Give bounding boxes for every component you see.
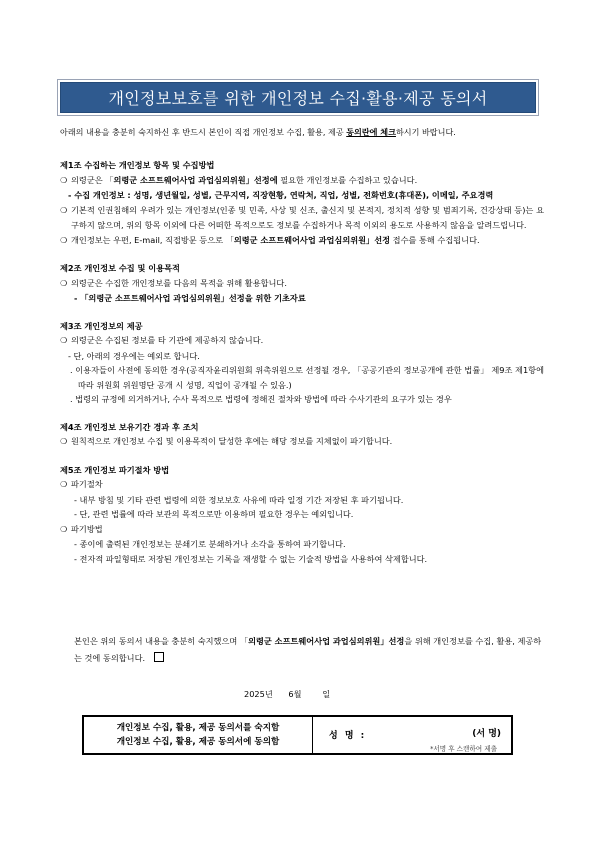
article-3-exception-2: . 법령의 규정에 의거하거나, 수사 목적으로 법령에 정해진 절차와 방법에 따라 수사기관의 요구가 있는 경우 (70, 394, 452, 404)
bullet-icon: ❍ (60, 480, 68, 489)
title-frame (57, 79, 539, 116)
article-5-bullet-2 (60, 522, 544, 538)
bullet-icon: ❍ (60, 205, 68, 215)
article-4-heading: 제4조 개인정보 보유기간 경과 후 조치 (60, 421, 199, 432)
article-4-bullet-1 (60, 434, 544, 450)
article-1-heading: 제1조 수집하는 개인정보 항목 및 수집방법 (60, 160, 215, 170)
text: 접수를 통해 수집됩니다. (390, 234, 480, 245)
articles (60, 158, 544, 566)
bullet-icon: ❍ (60, 524, 68, 534)
article-5-heading: 제5조 개인정보 파기절차 방법 (60, 464, 170, 475)
text: 개인정보는 우편, E-mail, 직접방문 등으로 「 (71, 234, 234, 245)
date-line: 2025년 6월 일 (244, 689, 331, 699)
signature-table (82, 715, 513, 755)
text: 원칙적으로 개인정보 수집 및 이용목적이 달성한 후에는 해당 정보를 지체없이 파기합니다. (71, 436, 393, 446)
intro-text (60, 127, 540, 138)
intro-post: 하시기 바랍니다. (395, 127, 456, 137)
name-label: 성 명 : (329, 731, 367, 741)
signature-cell[interactable] (313, 717, 511, 753)
signature-mark: (서 명) (472, 729, 501, 739)
text-bold: 의령군 소프트웨어사업 과업심의위원」선정 (233, 234, 391, 245)
article-2-heading: 제2조 개인정보 수집 및 이용목적 (60, 263, 180, 273)
text: 을 위해 개인정보를 수집, 활용, 제공하는 것에 동의합니다. (74, 636, 542, 663)
text: 필요한 개인정보를 수집하고 있습니다. (277, 174, 418, 185)
text: 파기방법 (71, 523, 103, 534)
article-1-items: - 수집 개인정보 : 성명, 생년월일, 성별, 근무지역, 직장현황, 연락처, 직업, 성별, 전화번호(휴대폰), 이메일, 주요경력 (68, 190, 494, 200)
consent-statement (74, 633, 544, 667)
acknowledgement-cell (84, 717, 313, 753)
article-3-bullet-1 (60, 333, 544, 349)
text: 파기절차 (71, 479, 103, 489)
article-5-item-3: - 종이에 출력된 개인정보는 분쇄기로 분쇄하거나 소각을 통하여 파기합니다. (74, 539, 346, 549)
acknowledge-line-1: 개인정보 수집, 활용, 제공 동의서를 숙지함 (116, 723, 280, 733)
article-1-bullet-2 (60, 203, 544, 233)
article-5-item-1: - 내부 방침 및 기타 관련 법령에 의한 정보보호 사유에 따라 일정 기간 저장된 후 파기됩니다. (74, 494, 404, 505)
text-bold: 의령군 소프트웨어사업 과업심의위원」선정 (248, 636, 405, 646)
text: 의령군은 「 (71, 174, 114, 185)
article-1-bullet-3 (60, 233, 544, 249)
article-2-bullet-1 (60, 276, 544, 292)
document-title: 개인정보보호를 위한 개인정보 수집·활용·제공 동의서 (60, 82, 536, 113)
intro-emphasis: 동의란에 체크 (346, 127, 396, 137)
bullet-icon: ❍ (60, 278, 68, 288)
text: 의령군은 수집한 개인정보를 다음의 목적을 위해 활용합니다. (71, 277, 287, 288)
text: 기본적 인권침해의 우려가 있는 개인정보(인종 및 민족, 사상 및 신조, 출신지 및 본적지, 정치적 성향 및 범죄기록, 건강상태 등)는 요구하지 않으며, 위의 항목 이외에 다른 어떠한 목적으로도 정보를 수집하거나 목적 이외의 용도로 사용하지 않음을 알려드립니다. (71, 204, 544, 230)
bullet-icon: ❍ (60, 175, 68, 185)
article-5-bullet-1 (60, 477, 544, 493)
article-3-sub: - 단, 아래의 경우에는 예외로 합니다. (68, 350, 200, 361)
article-5-item-4: - 전자적 파일형태로 저장된 개인정보는 기록을 재생할 수 없는 기술적 방법을 사용하여 삭제합니다. (74, 553, 428, 564)
consent-checkbox[interactable] (154, 652, 164, 662)
signature-note: *서명 후 스캔하여 제출 (430, 745, 497, 753)
bullet-icon: ❍ (60, 336, 68, 345)
bullet-icon: ❍ (60, 235, 68, 245)
article-5-item-2: - 단, 관련 법률에 따라 보관의 목적으로만 이용하며 필요한 경우는 예외입니다. (74, 509, 354, 519)
text-bold: 의령군 소프트웨어사업 과업심의위원」선정에 (113, 174, 278, 185)
article-2-item: - 「의령군 소프트웨어사업 과업심의위원」선정을 위한 기초자료 (74, 293, 306, 303)
text: 본인은 위의 동의서 내용을 충분히 숙지했으며 「 (74, 636, 249, 646)
article-1-bullet-1 (60, 173, 544, 189)
bullet-icon: ❍ (60, 437, 68, 446)
intro-pre: 아래의 내용을 충분히 숙지하신 후 반드시 본인이 직접 개인정보 수집, 활용, 제공 (60, 127, 347, 137)
acknowledge-line-2: 개인정보 수집, 활용, 제공 동의서에 동의함 (116, 737, 280, 747)
article-3-exception-1: . 이용자들이 사전에 동의한 경우(공직자윤리위원회 위촉위원으로 선정될 경우, 「공공기관의 정보공개에 관한 법률」 제9조 제1항에 따라 위원회 위원명단 공개 시 성명, 직업이 공개될 수 있음.) (70, 365, 544, 390)
article-3-heading: 제3조 개인정보의 제공 (60, 320, 143, 331)
text: 의령군은 수집된 정보를 타 기관에 제공하지 않습니다. (71, 335, 264, 345)
